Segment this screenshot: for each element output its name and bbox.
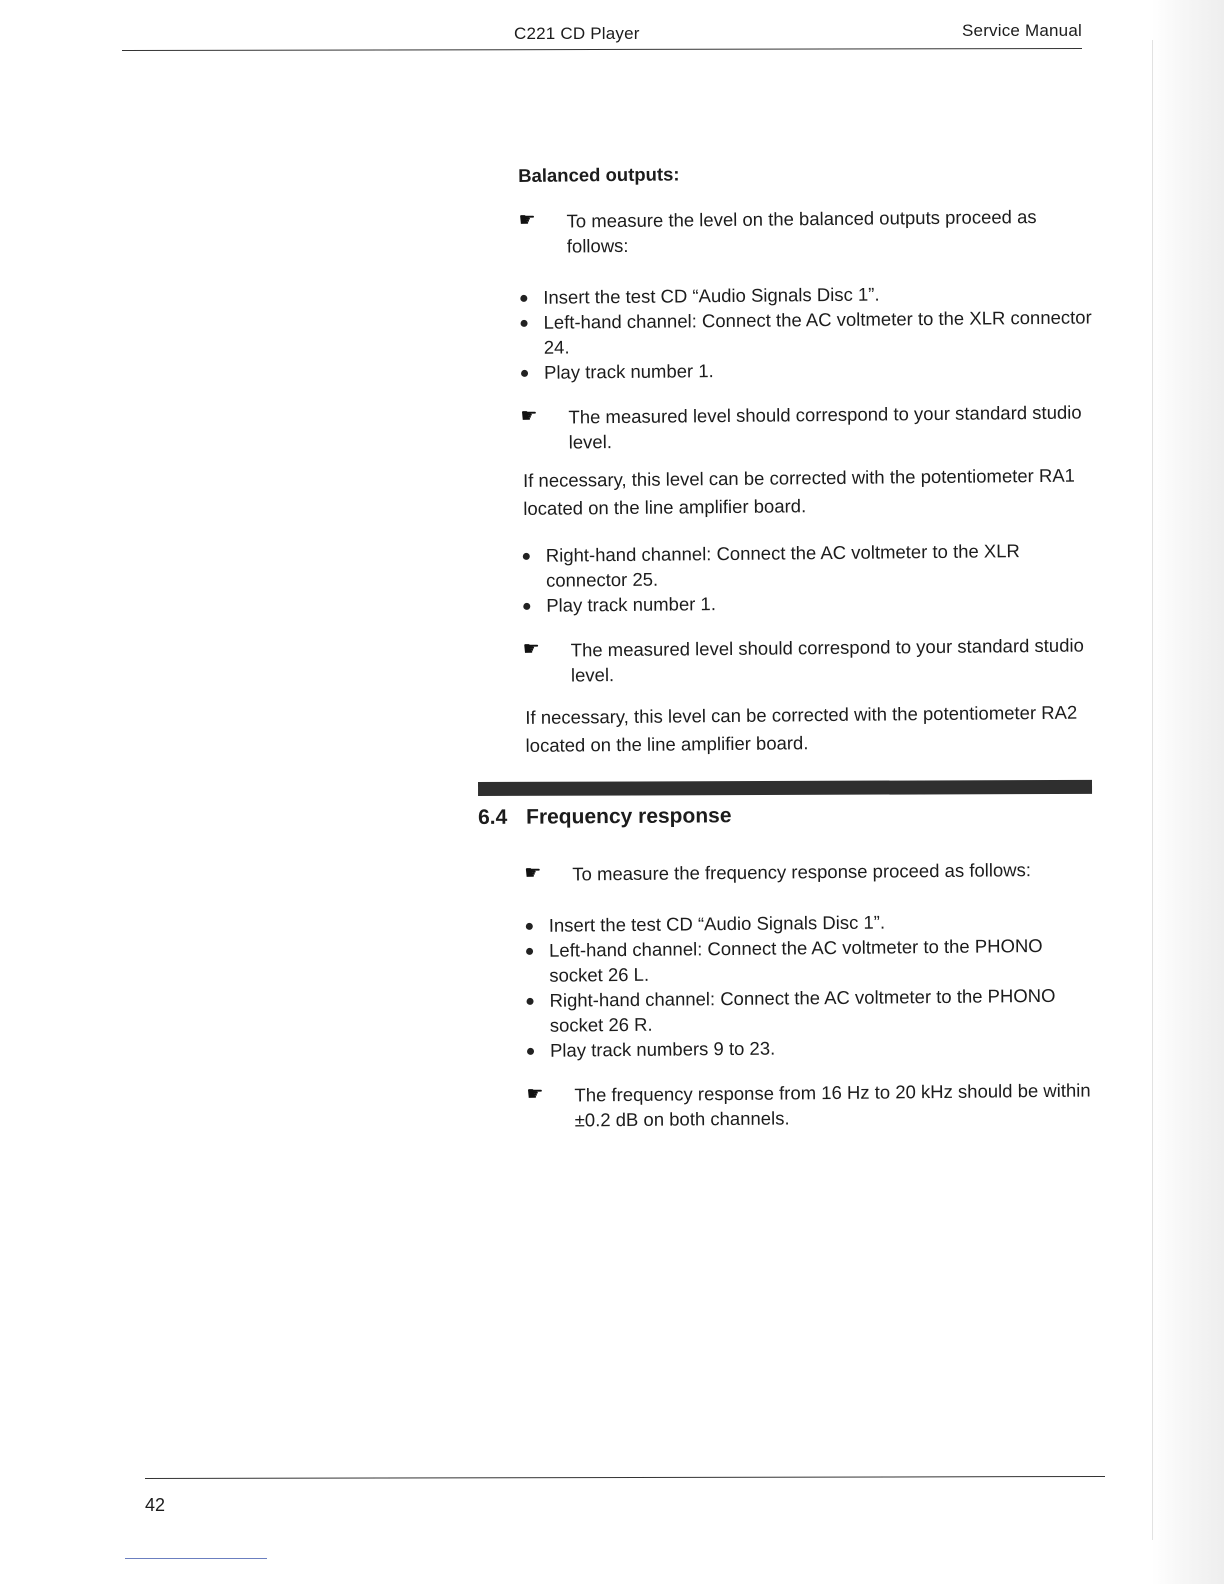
list-item: Play track number 1. — [520, 587, 1095, 618]
balanced-intro-text: To measure the level on the balanced outputs proceed as follows: — [566, 206, 1037, 257]
list-item: Right-hand channel: Connect the AC voltmeter to the XLR connector 25. — [520, 537, 1095, 593]
pointing-hand-icon: ☛ — [520, 405, 538, 427]
bullet-dot-icon — [526, 948, 533, 955]
list-item: Right-hand channel: Connect the AC voltmeter to the PHONO socket 26 R. — [523, 982, 1098, 1038]
bullet-dot-icon — [523, 603, 530, 610]
frequency-intro-note — [522, 856, 1097, 887]
balanced-left-note-text: The measured level should correspond to your standard studio level. — [568, 401, 1082, 453]
frequency-result-text: The frequency response from 16 Hz to 20 kHz should be within ±0.2 dB on both channels. — [574, 1079, 1091, 1131]
bullet-dot-icon — [527, 1048, 534, 1055]
header-manual-label: Service Manual — [962, 21, 1082, 40]
section-number: 6.4 — [478, 805, 508, 829]
section-title: Frequency response — [525, 804, 732, 829]
list-item: Left-hand channel: Connect the AC voltmeter to the XLR connector 24. — [517, 304, 1092, 360]
list-item: Insert the test CD “Audio Signals Disc 1”. — [523, 907, 1098, 938]
header-divider — [122, 48, 1082, 51]
bullet-dot-icon — [523, 553, 530, 560]
frequency-response-section — [522, 834, 1100, 1133]
footer-divider — [145, 1476, 1105, 1479]
balanced-left-paragraph: If necessary, this level can be corrected with the potentiometer RA1 located on the line amplifier board. — [522, 464, 1076, 519]
list-item: Play track number 1. — [518, 354, 1093, 385]
pointing-hand-icon: ☛ — [524, 862, 542, 884]
pointing-hand-icon: ☛ — [526, 1083, 544, 1105]
balanced-right-note — [521, 632, 1096, 688]
page-edge-line — [1152, 40, 1153, 1540]
balanced-right-steps — [520, 537, 1096, 618]
balanced-right-note-text: The measured level should correspond to your standard studio level. — [570, 634, 1084, 686]
page-edge — [1152, 0, 1224, 1584]
balanced-right-paragraph: If necessary, this level can be corrected with the potentiometer RA2 located on the line amplifier board. — [525, 701, 1078, 756]
balanced-outputs-heading: Balanced outputs: — [518, 163, 680, 186]
header-title: C221 CD Player — [514, 24, 640, 43]
balanced-intro-note — [516, 203, 1091, 259]
frequency-result-note — [524, 1077, 1099, 1133]
balanced-outputs-section — [516, 154, 1097, 759]
bullet-dot-icon — [521, 320, 528, 327]
frequency-intro-text: To measure the frequency response proceed as follows: — [572, 859, 1032, 885]
list-item: Left-hand channel: Connect the AC voltmeter to the PHONO socket 26 L. — [523, 932, 1098, 988]
frequency-steps — [523, 907, 1099, 1063]
bullet-dot-icon — [520, 295, 527, 302]
balanced-left-steps — [517, 279, 1093, 385]
balanced-left-note — [518, 399, 1093, 455]
list-item: Play track numbers 9 to 23. — [524, 1032, 1099, 1063]
bullet-dot-icon — [526, 923, 533, 930]
page-number: 42 — [145, 1495, 166, 1515]
pointing-hand-icon: ☛ — [522, 638, 540, 660]
section-divider-bar — [478, 780, 1092, 796]
bullet-dot-icon — [521, 370, 528, 377]
section-heading — [478, 804, 732, 830]
pointing-hand-icon: ☛ — [518, 209, 536, 231]
bottom-edge-line — [125, 1558, 267, 1559]
list-item: Insert the test CD “Audio Signals Disc 1”. — [517, 279, 1092, 310]
bullet-dot-icon — [527, 998, 534, 1005]
